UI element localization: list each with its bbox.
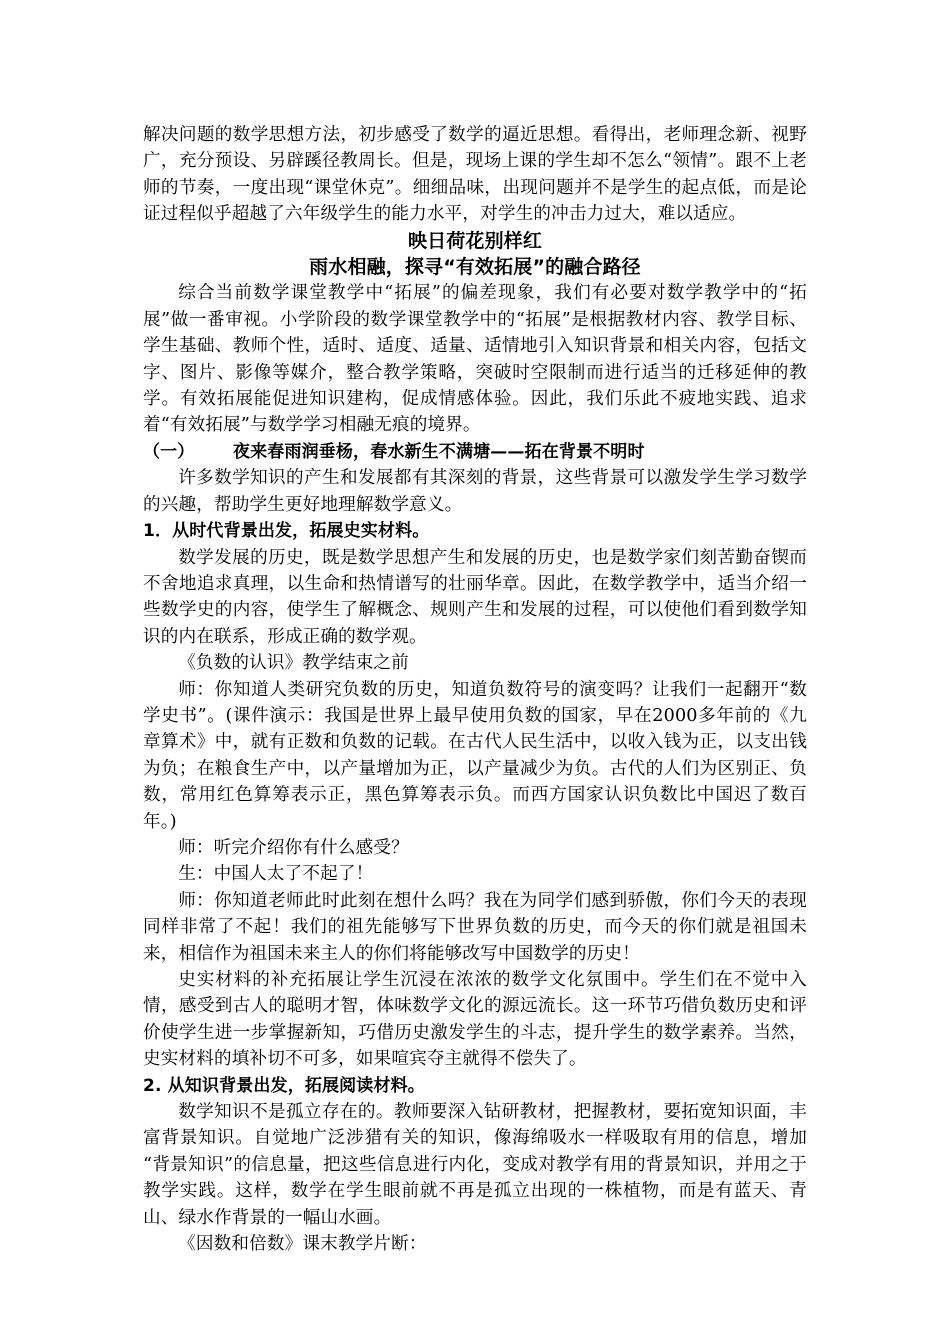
intro-paragraph: 解决问题的数学思想方法，初步感受了数学的逼近思想。看得出，老师理念新、视野广，充分预设、另辟蹊径教周长。但是，现场上课的学生却不怎么“领情”。跟不上老师的节奏，一度出现“课堂休克”。细细品味，出现问题并不是学生的起点低，而是论证过程似乎超越了六年级学生的能力水平，对学生的冲击力过大，难以适应。: [143, 125, 807, 225]
history-paragraph: 数学发展的历史，既是数学思想产生和发展的历史，也是数学家们刻苦勤奋锲而不舍地追求真理，以生命和热情谱写的壮丽华章。因此，在数学教学中，适当介绍一些数学史的内容，使学生了解概念、规则产生和发展的过程，可以使他们看到数学知识的内在联系，形成正确的数学观。: [143, 547, 807, 647]
knowledge-paragraph: 数学知识不是孤立存在的。教师要深入钻研教材，把握教材，要拓宽知识面，丰富背景知识。自觉地广泛涉猎有关的知识，像海绵吸水一样吸取有用的信息，增加 “背景知识”的信息量，把这些信息进行内化，变成对教学有用的背景知识，并用之于教学实践。这样，数学在学生眼前就不再是孤立出现的一株植物，而是有蓝天、青山、绿水作背景的一幅山水画。: [143, 1102, 807, 1228]
article-subtitle: 雨水相融，探寻“有效拓展”的融合路径: [309, 256, 641, 279]
reflection-paragraph: 史实材料的补充拓展让学生沉浸在浓浓的数学文化氛围中。学生们在不觉中入情，感受到古人的聪明才智，体味数学文化的源远流长。这一环节巧借负数历史和评价使学生进一步掌握新知，巧借历史激发学生的斗志，提升学生的数学素养。当然，史实材料的填补切不可多，如果喧宾夺主就得不偿失了。: [143, 970, 807, 1070]
dialog-student: 生：中国人太了不起了！: [178, 864, 374, 885]
section-number: （一）: [143, 441, 195, 462]
dialog-teacher-3: 师：你知道老师此时此刻在想什么吗？我在为同学们感到骄傲，你们今天的表现同样非常了不起！我们的祖先能够写下世界负数的历史，而今天的你们就是祖国未来，相信作为祖国未来主人的你们将能够改写中国数学的历史！: [143, 890, 807, 964]
section-paragraph: 许多数学知识的产生和发展都有其深刻的背景，这些背景可以激发学生学习数学的兴趣，帮助学生更好地理解数学意义。: [143, 468, 807, 515]
subheading-history: 1．从时代背景出发，拓展史实材料。: [143, 521, 430, 542]
dialog-teacher-2: 师：听完介绍你有什么感受？: [178, 837, 409, 858]
article-title: 映日荷花别样红: [407, 229, 543, 252]
subheading-knowledge: 2. 从知识背景出发，拓展阅读材料。: [143, 1075, 425, 1096]
dialog-teacher-1: 师：你知道人类研究负数的历史，知道负数符号的演变吗？让我们一起翻开“数学史书”。(课件演示：我国是世界上最早使用负数的国家，早在2000多年前的《九章算术》中，就有正数和负数的记载。在古代人民生活中，以收入钱为正，以支出钱为负；在粮食生产中，以产量增加为正，以产量减少为负。古代的人们为区别正、负数，常用红色算筹表示正，黑色算筹表示负。而西方国家认识负数比中国迟了数百年。): [143, 679, 807, 832]
section-heading: [143, 439, 807, 465]
document-page: [143, 122, 807, 1257]
overview-paragraph: 综合当前数学课堂教学中“拓展”的偏差现象，我们有必要对数学教学中的“拓展”做一番审视。小学阶段的数学课堂教学中的“拓展”是根据教材内容、教学目标、学生基础、教师个性，适时、适度、适量、适情地引入知识背景和相关内容，包括文字、图片、影像等媒介，整合教学策略，突破时空限制而进行适当的迁移延伸的教学。有效拓展能促进知识建构，促成情感体验。因此，我们乐此不疲地实践、追求着“有效拓展”与数学学习相融无痕的境界。: [143, 283, 807, 436]
case-label-negative-numbers: 《负数的认识》教学结束之前: [178, 653, 409, 674]
section-title: 夜来春雨润垂杨，春水新生不满塘——拓在背景不明时: [233, 441, 645, 462]
case-label-factors-multiples: 《因数和倍数》课末教学片断：: [178, 1234, 427, 1255]
